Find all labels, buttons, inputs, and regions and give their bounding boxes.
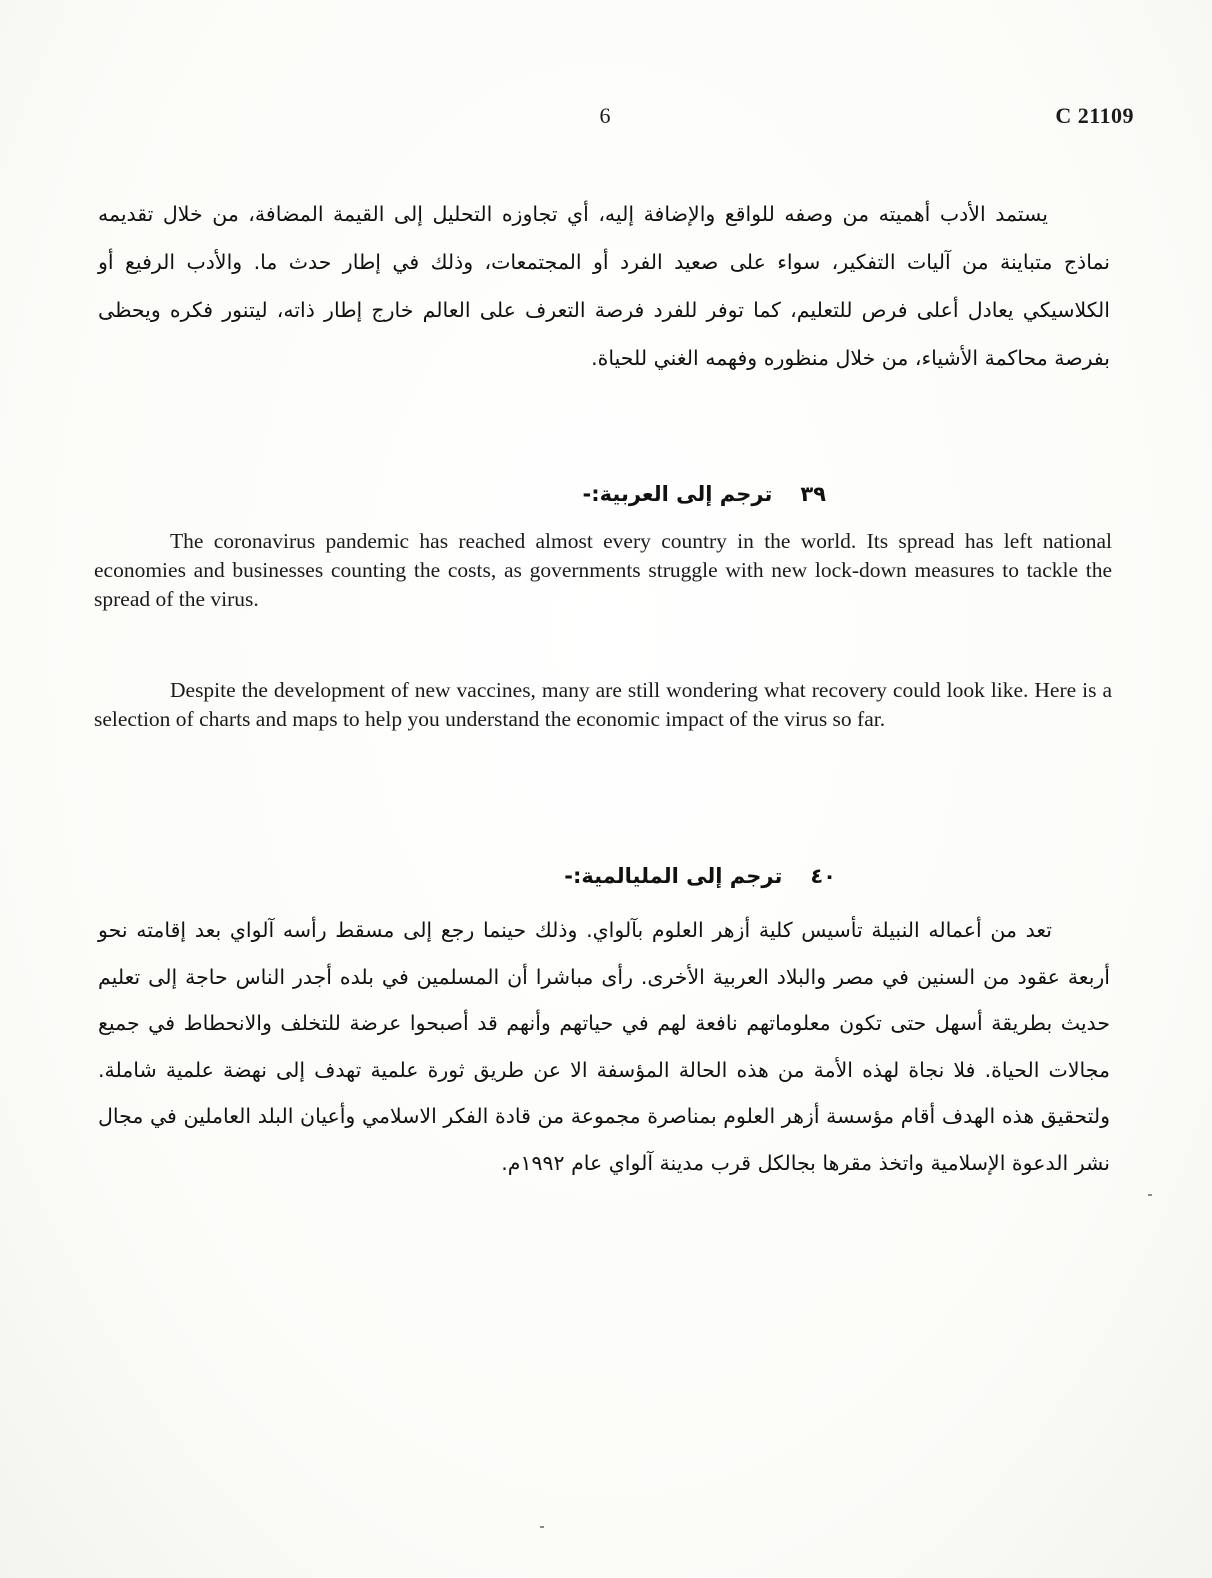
question-39-instruction: ترجم إلى العربية:- [582,482,773,506]
arabic-intro-passage: يستمد الأدب أهميته من وصفه للواقع والإضافة إليه، أي تجاوزه التحليل إلى القيمة المضافة، من خلال تقديمه نماذج متباينة من آليات التفكير، سواء على صعيد الفرد أو المجتمعات، وذلك في إطار حدث ما. والأدب الرفيع أو الكلاسيكي يعادل أعلى فرص للتعليم، كما توفر للفرد فرصة التعرف على العالم خارج إطار ذاته، ليتنور فكره ويحظى بفرصة محاكمة الأشياء، من خلال منظوره وفهمه الغني للحياة. [98,202,1110,370]
question-40-heading [564,864,836,888]
question-40-instruction: ترجم إلى المليالمية:- [564,864,783,888]
question-39-number: ٣٩ [800,482,826,506]
question-40-passage: تعد من أعماله النبيلة تأسيس كلية أزهر العلوم بآلواي. وذلك حينما رجع إلى مسقط رأسه آلواي بعد إقامته نحو أربعة عقود من السنين في مصر والبلاد العربية الأخرى. رأى مباشرا أن المسلمين في بلده أجدر الناس حاجة إلى تعليم حديث بطريقة أسهل حتى تكون معلوماتهم نافعة لهم في حياتهم وأنهم قد أصبحوا عرضة للتخلف والانحطاط في جميع مجالات الحياة. فلا نجاة لهذه الأمة من هذه الحالة المؤسفة الا عن طريق ثورة علمية تهدف إلى نهضة علمية شاملة. ولتحقيق هذه الهدف أقام مؤسسة أزهر العلوم بمناصرة مجموعة من قادة الفكر الاسلامي وأعيان البلد العاملين في مجال نشر الدعوة الإسلامية واتخذ مقرها بجالكل قرب مدينة آلواي عام ١٩٩٢م. [98,918,1110,1175]
margin-mark [1148,1194,1152,1196]
question-40-number: ٤٠ [810,864,836,888]
page-number: 6 [599,103,611,128]
question-39-heading [583,482,826,506]
footer-mark [540,1526,544,1528]
question-39-paragraph-2: Despite the development of new vaccines, many are still wondering what recovery could look like. Here is a selection of charts and maps to help you understand the economic impact of the virus so far. [94,678,1112,731]
paper-code: C 21109 [1055,103,1134,128]
question-39-paragraph-1: The coronavirus pandemic has reached almost every country in the world. Its spread has left national economies and businesses counting the costs, as governments struggle with new lock-down measures to tackle the spread of the virus. [94,529,1112,611]
